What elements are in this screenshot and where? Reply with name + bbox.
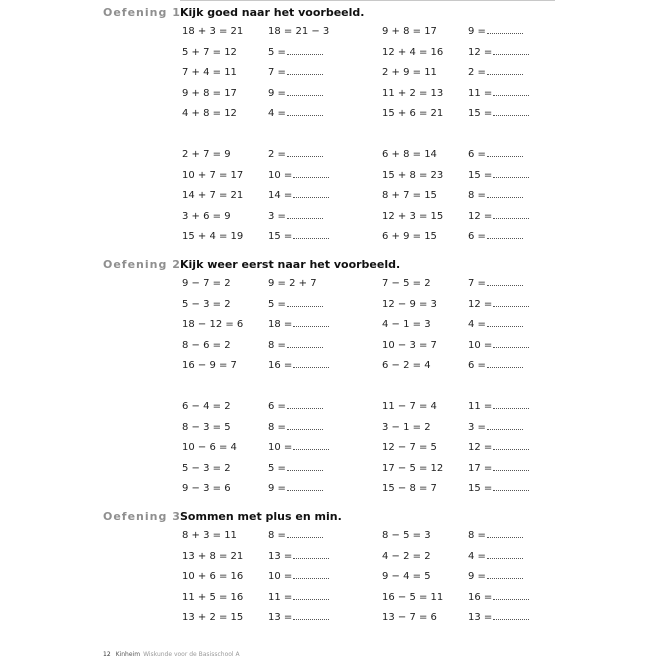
given-sum: 8 − 6 = 2 [182,339,231,351]
answer-line[interactable] [293,169,329,178]
given-sum: 15 + 4 = 19 [182,231,244,243]
answer-prompt-text: 17 = [468,462,493,474]
answer-line[interactable] [287,421,323,430]
answer-prompt [268,570,329,584]
answer-line[interactable] [487,359,523,368]
answer-prompt [268,189,329,203]
answer-line[interactable] [287,210,323,219]
given-sum: 9 + 8 = 17 [382,26,437,37]
given-sum: 8 − 5 = 3 [382,530,431,541]
answer-prompt [268,46,323,60]
answer-prompt [468,611,529,625]
answer-prompt [468,169,529,183]
answer-prompt-text: 15 = [468,108,493,120]
answer-line[interactable] [293,550,329,559]
given-sum: 17 − 5 = 12 [382,462,444,474]
given-sum: 16 − 5 = 11 [382,591,444,603]
answer-prompt [268,441,329,455]
answer-prompt [468,298,529,312]
answer-prompt-text: 13 = [468,612,493,624]
answer-prompt-text: 6 = [268,401,286,412]
answer-line[interactable] [487,550,523,559]
answer-prompt [268,169,329,183]
given-sum: 11 − 7 = 4 [382,401,437,412]
answer-line[interactable] [287,148,323,157]
answer-line[interactable] [487,421,523,430]
answer-line[interactable] [487,189,523,198]
given-sum: 12 + 3 = 15 [382,210,444,222]
answer-prompt-text: 8 = [268,530,286,541]
exercise-instruction: Kijk goed naar het voorbeeld. [180,6,365,19]
given-sum: 6 + 8 = 14 [382,149,437,160]
given-sum: 2 + 9 = 11 [382,67,437,79]
exercise-label: Oefening 2 [103,258,181,271]
answer-prompt-text: 6 = [468,149,486,160]
given-sum: 12 − 7 = 5 [382,442,437,454]
answer-prompt-text: 9 = [468,26,486,37]
given-sum: 8 + 7 = 15 [382,190,437,202]
given-sum: 13 + 2 = 15 [182,612,244,624]
answer-prompt [468,25,523,39]
answer-prompt-text: 5 = [268,46,286,58]
answer-prompt-text: 16 = [468,591,493,603]
book-title: Wiskunde voor de Basisschool A [143,651,240,658]
answer-prompt [268,611,329,625]
answer-prompt [268,148,323,162]
answer-prompt [468,591,529,605]
answer-prompt-text: 6 = [468,231,486,243]
answer-prompt-text: 14 = [268,190,293,202]
answer-line[interactable] [493,400,529,409]
answer-prompt [268,87,323,101]
answer-prompt-text: 10 = [268,169,293,181]
given-sum: 9 + 8 = 17 [182,87,237,99]
given-sum: 2 + 7 = 9 [182,149,231,160]
answer-prompt [268,400,323,414]
given-sum: 7 − 5 = 2 [382,278,431,289]
answer-prompt [468,550,523,564]
given-sum: 12 − 9 = 3 [382,298,437,310]
top-rule [180,0,555,1]
given-sum: 5 − 3 = 2 [182,462,231,474]
answer-prompt [268,339,323,353]
answer-prompt [268,550,329,564]
answer-prompt-text: 15 = [268,231,293,243]
answer-prompt-text: 10 = [468,339,493,351]
answer-prompt-text: 18 = 21 − 3 [268,26,330,37]
answer-prompt [268,482,323,496]
given-sum: 10 − 3 = 7 [382,339,437,351]
answer-prompt-text: 8 = [268,339,286,351]
answer-prompt [468,277,523,291]
answer-prompt-text: 12 = [468,442,493,454]
given-sum: 4 − 1 = 3 [382,319,431,331]
answer-line[interactable] [487,277,523,286]
answer-prompt [468,46,529,60]
answer-prompt [468,570,523,584]
answer-line[interactable] [493,298,529,307]
given-sum: 18 − 12 = 6 [182,319,244,331]
page-number: 12 [103,651,111,658]
answer-line[interactable] [493,441,529,450]
given-sum: 6 − 2 = 4 [382,360,431,372]
answer-line[interactable] [487,529,523,538]
answer-line[interactable] [493,210,529,219]
given-sum: 3 + 6 = 9 [182,210,231,222]
answer-line[interactable] [487,230,523,239]
answer-prompt-text: 4 = [468,319,486,331]
answer-line[interactable] [293,441,329,450]
answer-prompt [268,591,329,605]
answer-line[interactable] [293,318,329,327]
answer-line[interactable] [287,529,323,538]
answer-line[interactable] [287,482,323,491]
answer-prompt-text: 10 = [268,571,293,583]
given-sum: 5 + 7 = 12 [182,46,237,58]
answer-prompt [468,441,529,455]
answer-prompt-text: 9 = [468,571,486,583]
given-sum: 15 − 8 = 7 [382,483,437,495]
given-sum: 6 + 9 = 15 [382,231,437,243]
answer-line[interactable] [493,107,529,116]
answer-line[interactable] [487,66,523,75]
given-sum: 11 + 5 = 16 [182,591,244,603]
exercise-instruction: Kijk weer eerst naar het voorbeeld. [180,258,401,271]
answer-prompt-text: 13 = [268,612,293,624]
answer-prompt [268,529,323,543]
answer-prompt [268,421,323,435]
answer-prompt [268,359,329,373]
answer-prompt-text: 4 = [468,550,486,562]
answer-prompt [468,529,523,543]
answer-prompt [268,462,323,476]
answer-line[interactable] [287,298,323,307]
answer-prompt-text: 4 = [268,108,286,120]
given-sum: 15 + 8 = 23 [382,169,444,181]
given-sum: 8 − 3 = 5 [182,421,231,433]
answer-line[interactable] [293,591,329,600]
answer-line[interactable] [493,591,529,600]
answer-prompt-text: 15 = [468,483,493,495]
given-sum: 18 + 3 = 21 [182,26,244,37]
answer-prompt [468,462,529,476]
answer-prompt [268,107,323,121]
answer-prompt-text: 16 = [268,360,293,372]
given-sum: 16 − 9 = 7 [182,360,237,372]
answer-prompt [468,359,523,373]
answer-line[interactable] [293,570,329,579]
answer-prompt-text: 5 = [268,462,286,474]
answer-line[interactable] [287,400,323,409]
given-sum: 10 − 6 = 4 [182,442,237,454]
answer-line[interactable] [493,87,529,96]
answer-prompt [268,277,317,291]
answer-line[interactable] [487,25,523,34]
answer-prompt-text: 13 = [268,550,293,562]
given-sum: 14 + 7 = 21 [182,190,244,202]
answer-prompt [268,318,329,332]
given-sum: 12 + 4 = 16 [382,46,444,58]
answer-prompt-text: 2 = [468,67,486,79]
answer-prompt [468,87,529,101]
answer-prompt-text: 2 = [268,149,286,160]
answer-prompt-text: 8 = [268,421,286,433]
page-footer [103,651,240,658]
answer-prompt-text: 7 = [268,67,286,79]
answer-prompt [468,400,529,414]
answer-prompt [468,210,529,224]
answer-prompt [268,230,329,244]
answer-prompt-text: 9 = 2 + 7 [268,278,317,289]
given-sum: 9 − 3 = 6 [182,483,231,495]
answer-prompt-text: 12 = [468,298,493,310]
given-sum: 8 + 3 = 11 [182,530,237,541]
answer-line[interactable] [287,339,323,348]
answer-line[interactable] [287,107,323,116]
given-sum: 11 + 2 = 13 [382,87,444,99]
answer-line[interactable] [293,230,329,239]
exercise-label: Oefening 1 [103,6,181,19]
answer-prompt [468,318,523,332]
answer-line[interactable] [287,87,323,96]
given-sum: 9 − 4 = 5 [382,571,431,583]
given-sum: 10 + 6 = 16 [182,571,244,583]
given-sum: 4 + 8 = 12 [182,108,237,120]
given-sum: 5 − 3 = 2 [182,298,231,310]
answer-line[interactable] [487,318,523,327]
answer-prompt-text: 12 = [468,46,493,58]
answer-prompt [268,25,329,39]
answer-prompt [468,230,523,244]
answer-prompt-text: 8 = [468,530,486,541]
answer-prompt-text: 3 = [268,210,286,222]
exercise-instruction: Sommen met plus en min. [180,510,342,523]
answer-prompt-text: 3 = [468,421,486,433]
given-sum: 9 − 7 = 2 [182,278,231,289]
answer-prompt-text: 6 = [468,360,486,372]
answer-prompt [468,66,523,80]
answer-line[interactable] [487,148,523,157]
exercise-label: Oefening 3 [103,510,181,523]
answer-prompt [468,148,523,162]
answer-prompt-text: 12 = [468,210,493,222]
answer-line[interactable] [287,66,323,75]
answer-line[interactable] [493,611,529,620]
given-sum: 10 + 7 = 17 [182,169,244,181]
answer-prompt-text: 7 = [468,278,486,289]
answer-line[interactable] [287,46,323,55]
answer-prompt-text: 15 = [468,169,493,181]
answer-prompt-text: 11 = [268,591,293,603]
answer-line[interactable] [493,169,529,178]
answer-line[interactable] [287,462,323,471]
answer-prompt-text: 8 = [468,190,486,202]
answer-prompt [268,210,323,224]
answer-line[interactable] [293,189,329,198]
given-sum: 13 + 8 = 21 [182,550,244,562]
given-sum: 6 − 4 = 2 [182,401,231,412]
answer-prompt [468,421,523,435]
publisher-name: Kinheim [115,651,141,658]
given-sum: 4 − 2 = 2 [382,550,431,562]
answer-prompt [268,66,323,80]
answer-line[interactable] [493,339,529,348]
answer-line[interactable] [493,462,529,471]
answer-prompt-text: 9 = [268,483,286,495]
answer-prompt-text: 5 = [268,298,286,310]
answer-prompt [468,189,523,203]
answer-prompt-text: 9 = [268,87,286,99]
answer-prompt [468,107,529,121]
answer-line[interactable] [493,46,529,55]
answer-line[interactable] [293,611,329,620]
given-sum: 3 − 1 = 2 [382,421,431,433]
answer-prompt-text: 11 = [468,401,493,412]
answer-prompt-text: 18 = [268,319,293,331]
answer-prompt-text: 11 = [468,87,493,99]
answer-prompt [468,482,529,496]
answer-prompt-text: 10 = [268,442,293,454]
answer-prompt [468,339,529,353]
answer-line[interactable] [487,570,523,579]
answer-line[interactable] [493,482,529,491]
given-sum: 7 + 4 = 11 [182,67,237,79]
given-sum: 15 + 6 = 21 [382,108,444,120]
given-sum: 13 − 7 = 6 [382,612,437,624]
answer-prompt [268,298,323,312]
answer-line[interactable] [293,359,329,368]
